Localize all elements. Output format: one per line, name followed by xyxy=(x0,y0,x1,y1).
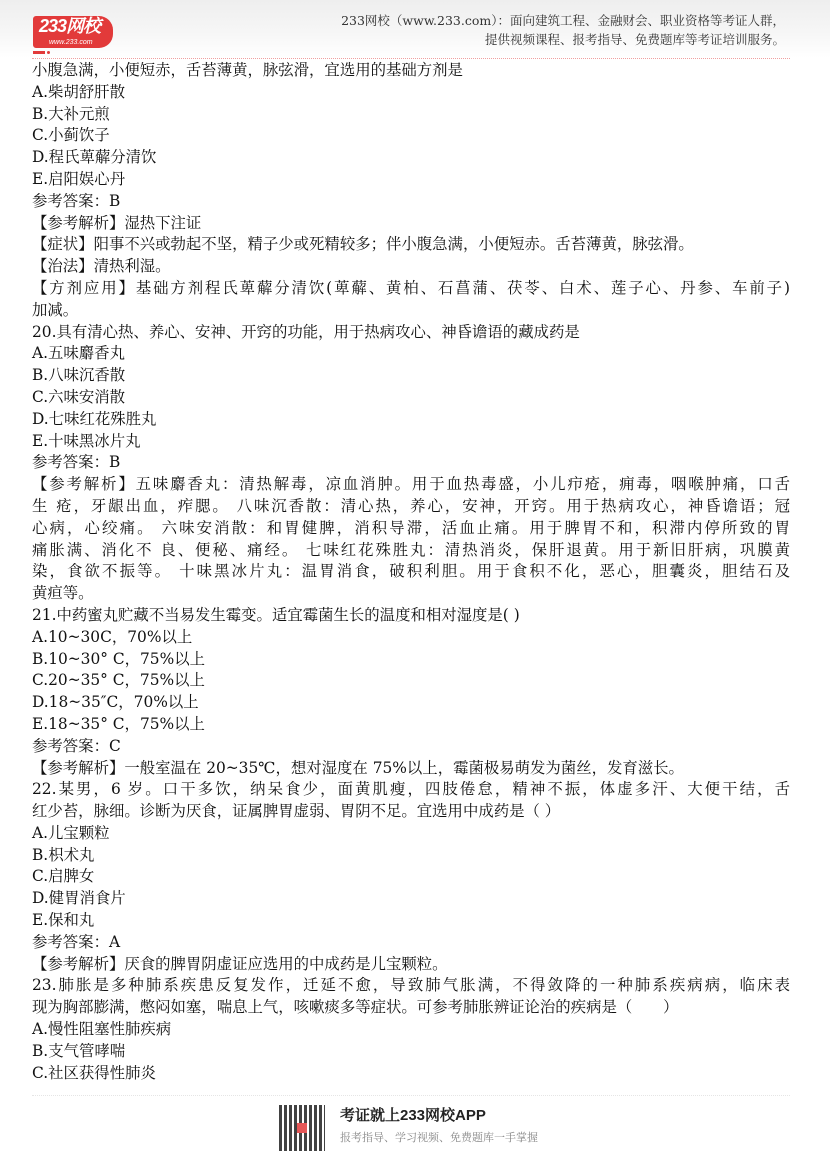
header-divider xyxy=(32,58,790,59)
text-line: D.18~35″C，70%以上 xyxy=(32,693,199,712)
text-line: 【参考解析】五味麝香丸：清热解毒，凉血消肿。用于血热毒盛，小儿疖疮，痈毒，咽喉肿痛，口舌 xyxy=(32,475,790,494)
document-body xyxy=(32,60,790,1084)
text-line: A.慢性阻塞性肺疾病 xyxy=(32,1020,172,1039)
text-line: 参考答案：A xyxy=(32,932,121,951)
logo-decoration-dot xyxy=(47,51,50,54)
text-line: 心病，心绞痛。 六味安消散：和胃健脾，消积导滞，活血止痛。用于脾胃不和，积滞内停所致的胃 xyxy=(32,518,790,537)
logo-text: 233网校 xyxy=(39,16,101,36)
text-line: E.保和丸 xyxy=(32,911,95,930)
text-line: B.大补元煎 xyxy=(32,104,110,123)
text-line: 现为胸部膨满，憋闷如塞，喘息上气，咳嗽痰多等症状。可参考肺胀辨证论治的疾病是（ ） xyxy=(32,998,679,1017)
text-line: C.社区获得性肺炎 xyxy=(32,1063,156,1082)
text-line: 22.某男，6 岁。口干多饮，纳呆食少，面黄肌瘦，四肢倦怠，精神不振，体虚多汗、大便干结，舌 xyxy=(32,780,790,799)
text-line: 红少苔，脉细。诊断为厌食，证属脾胃虚弱、胃阴不足。宜选用中成药是（ ） xyxy=(32,802,561,821)
text-line: 【参考解析】厌食的脾胃阴虚证应选用的中成药是儿宝颗粒。 xyxy=(32,954,448,973)
text-line: A.儿宝颗粒 xyxy=(32,823,110,842)
app-promo-title: 考证就上233网校APP xyxy=(340,1107,486,1124)
app-promo-subtitle: 报考指导、学习视频、免费题库一手掌握 xyxy=(340,1132,538,1144)
text-line: 加减。 xyxy=(32,300,79,319)
text-line: 【参考解析】一般室温在 20~35℃，想对湿度在 75%以上，霉菌极易萌发为菌丝，发育滋长。 xyxy=(32,758,684,777)
text-line: 【症状】阳事不兴或勃起不坚，精子少或死精较多；伴小腹急满，小便短赤。舌苔薄黄，脉弦滑。 xyxy=(32,235,694,254)
header-tagline-2: 提供视频课程、报考指导、免费题库等考证培训服务。 xyxy=(484,32,785,47)
text-line: 痛胀满、消化不 良、便秘、痛经。 七味红花殊胜丸：清热消炎，保肝退黄。用于新旧肝病，巩膜黄 xyxy=(32,540,790,559)
text-line: C.20~35° C，75%以上 xyxy=(32,671,205,690)
text-line: A.柴胡舒肝散 xyxy=(32,82,125,101)
text-line: B.10~30° C，75%以上 xyxy=(32,649,206,668)
text-line: E.十味黑冰片丸 xyxy=(32,431,141,450)
text-line: C.六味安消散 xyxy=(32,387,126,406)
logo-decoration xyxy=(33,51,45,54)
text-line: D.程氏萆薢分清饮 xyxy=(32,148,157,167)
text-line: C.小蓟饮子 xyxy=(32,126,110,145)
text-line: B.八味沉香散 xyxy=(32,366,126,385)
footer-divider xyxy=(32,1095,790,1096)
qr-code-icon[interactable] xyxy=(279,1105,325,1151)
text-line: E.18~35° C，75%以上 xyxy=(32,714,205,733)
text-line: 参考答案：C xyxy=(32,736,121,755)
text-line: B.支气管哮喘 xyxy=(32,1041,126,1060)
site-logo[interactable] xyxy=(33,16,113,48)
text-line: E.启阳娱心丹 xyxy=(32,169,126,188)
text-line: 20.具有清心热、养心、安神、开窍的功能，用于热病攻心、神昏谵语的藏成药是 xyxy=(32,322,580,341)
text-line: 【参考解析】湿热下注证 xyxy=(32,213,202,232)
text-line: 参考答案：B xyxy=(32,453,121,472)
text-line: 生 疮，牙龈出血，痄腮。 八味沉香散：清心热，养心，安神，开窍。用于热病攻心，神昏谵语；冠 xyxy=(32,496,790,515)
text-line: A.10~30C，70%以上 xyxy=(32,627,193,646)
text-line: 21.中药蜜丸贮藏不当易发生霉变。适宜霉菌生长的温度和相对湿度是( ) xyxy=(32,605,520,624)
header-background xyxy=(0,0,830,58)
logo-url: www.233.com xyxy=(49,39,93,46)
text-line: D.七味红花殊胜丸 xyxy=(32,409,157,428)
text-line: 参考答案：B xyxy=(32,191,121,210)
text-line: A.五味麝香丸 xyxy=(32,344,125,363)
text-line: 小腹急满，小便短赤，舌苔薄黄，脉弦滑，宜选用的基础方剂是 xyxy=(32,61,463,79)
text-line: B.枳术丸 xyxy=(32,845,95,864)
text-line: 【方剂应用】基础方剂程氏萆薢分清饮(萆薢、黄柏、石菖蒲、茯苓、白术、莲子心、丹参、车前子) xyxy=(32,278,790,297)
text-line: 黄疸等。 xyxy=(32,584,94,603)
text-line: 【治法】清热利湿。 xyxy=(32,257,171,276)
text-line: D.健胃消食片 xyxy=(32,889,126,908)
text-line: 染，食欲不振等。 十味黑冰片丸：温胃消食，破积利胆。用于食积不化，恶心，胆囊炎，胆结石及 xyxy=(32,562,790,581)
header-tagline-1: 233网校（www.233.com）：面向建筑工程、金融财会、职业资格等考证人群， xyxy=(341,13,785,28)
text-line: C.启脾女 xyxy=(32,867,95,886)
text-line: 23.肺胀是多种肺系疾患反复发作，迁延不愈，导致肺气胀满，不得敛降的一种肺系疾病病，临床表 xyxy=(32,976,790,995)
